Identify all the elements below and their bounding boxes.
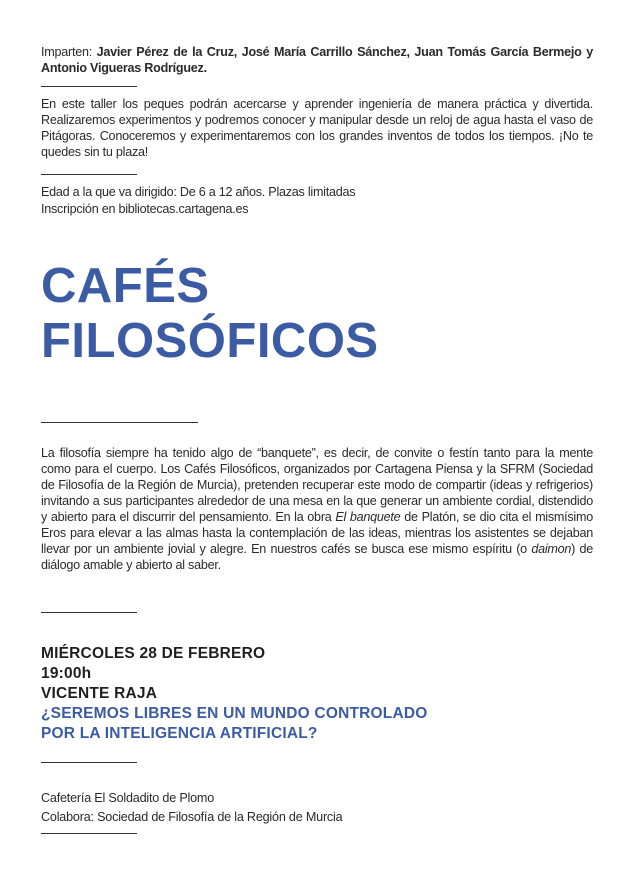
event-block bbox=[41, 644, 601, 744]
event-speaker: VICENTE RAJA bbox=[41, 685, 158, 702]
workshop-registration: Inscripción en bibliotecas.cartagena.es bbox=[41, 202, 249, 216]
event-title-line1: ¿SEREMOS LIBRES EN UN MUNDO CONTROLADO bbox=[41, 705, 428, 722]
section-description bbox=[41, 445, 593, 573]
divider bbox=[41, 762, 137, 763]
event-collaborator: Colabora: Sociedad de Filosofía de la Región de Murcia bbox=[41, 810, 343, 824]
section-text-part2: de Platón, se dio cita el mismísimo Eros para elevar a las almas hasta la contemplación de las ideas, mientras los asistentes se dejaban llevar por un ambiente jovial y alegre. En nuestros cafés se busca ese mismo espíritu (o bbox=[41, 510, 593, 556]
instructors-label: Imparten: bbox=[41, 45, 97, 59]
section-title-line2: FILOSÓFICOS bbox=[41, 314, 379, 368]
divider bbox=[41, 174, 137, 175]
workshop-description: En este taller los peques podrán acercarse y aprender ingeniería de manera práctica y divertida. Realizaremos experimentos y podremos conocer y manipular desde un reloj de agua hasta el vaso de Pitágoras. Conoceremos y experimentaremos con los grandes inventos de todos los tiempos. ¡No te quedes sin tu plaza! bbox=[41, 97, 593, 159]
section-text-part3: ) de diálogo amable y abierto al saber. bbox=[41, 542, 593, 572]
section-text-italic1: El banquete bbox=[335, 510, 401, 524]
divider bbox=[41, 833, 137, 834]
divider bbox=[41, 422, 198, 423]
section-text-italic2: daimon bbox=[531, 542, 572, 556]
event-date: MIÉRCOLES 28 DE FEBRERO bbox=[41, 645, 266, 662]
workshop-age: Edad a la que va dirigido: De 6 a 12 años. Plazas limitadas bbox=[41, 185, 356, 199]
section-text-part1: La filosofía siempre ha tenido algo de “banquete”, es decir, de convite o festín tanto para la mente como para el cuerpo. Los Cafés Filosóficos, organizados por Cartagena Piensa y la SFRM (Sociedad de Filosofía de la Región de Murcia), pretenden recuperar este modo de compartir (ideas y refrigerios) invitando a sus participantes alrededor de una mesa en la que generar un ambiente cordial, distendido y abierto para el discurrir del pensamiento. En la obra bbox=[41, 446, 593, 524]
divider bbox=[41, 612, 137, 613]
workshop-instructors bbox=[41, 44, 593, 76]
section-heading bbox=[41, 259, 379, 369]
event-time: 19:00h bbox=[41, 665, 92, 682]
instructors-names: Javier Pérez de la Cruz, José María Carrillo Sánchez, Juan Tomás García Bermejo y Antonio Vigueras Rodríguez. bbox=[41, 45, 593, 75]
divider bbox=[41, 86, 137, 87]
event-title-line2: POR LA INTELIGENCIA ARTIFICIAL? bbox=[41, 725, 318, 742]
section-title-line1: CAFÉS bbox=[41, 259, 210, 313]
event-venue: Cafetería El Soldadito de Plomo bbox=[41, 791, 215, 805]
